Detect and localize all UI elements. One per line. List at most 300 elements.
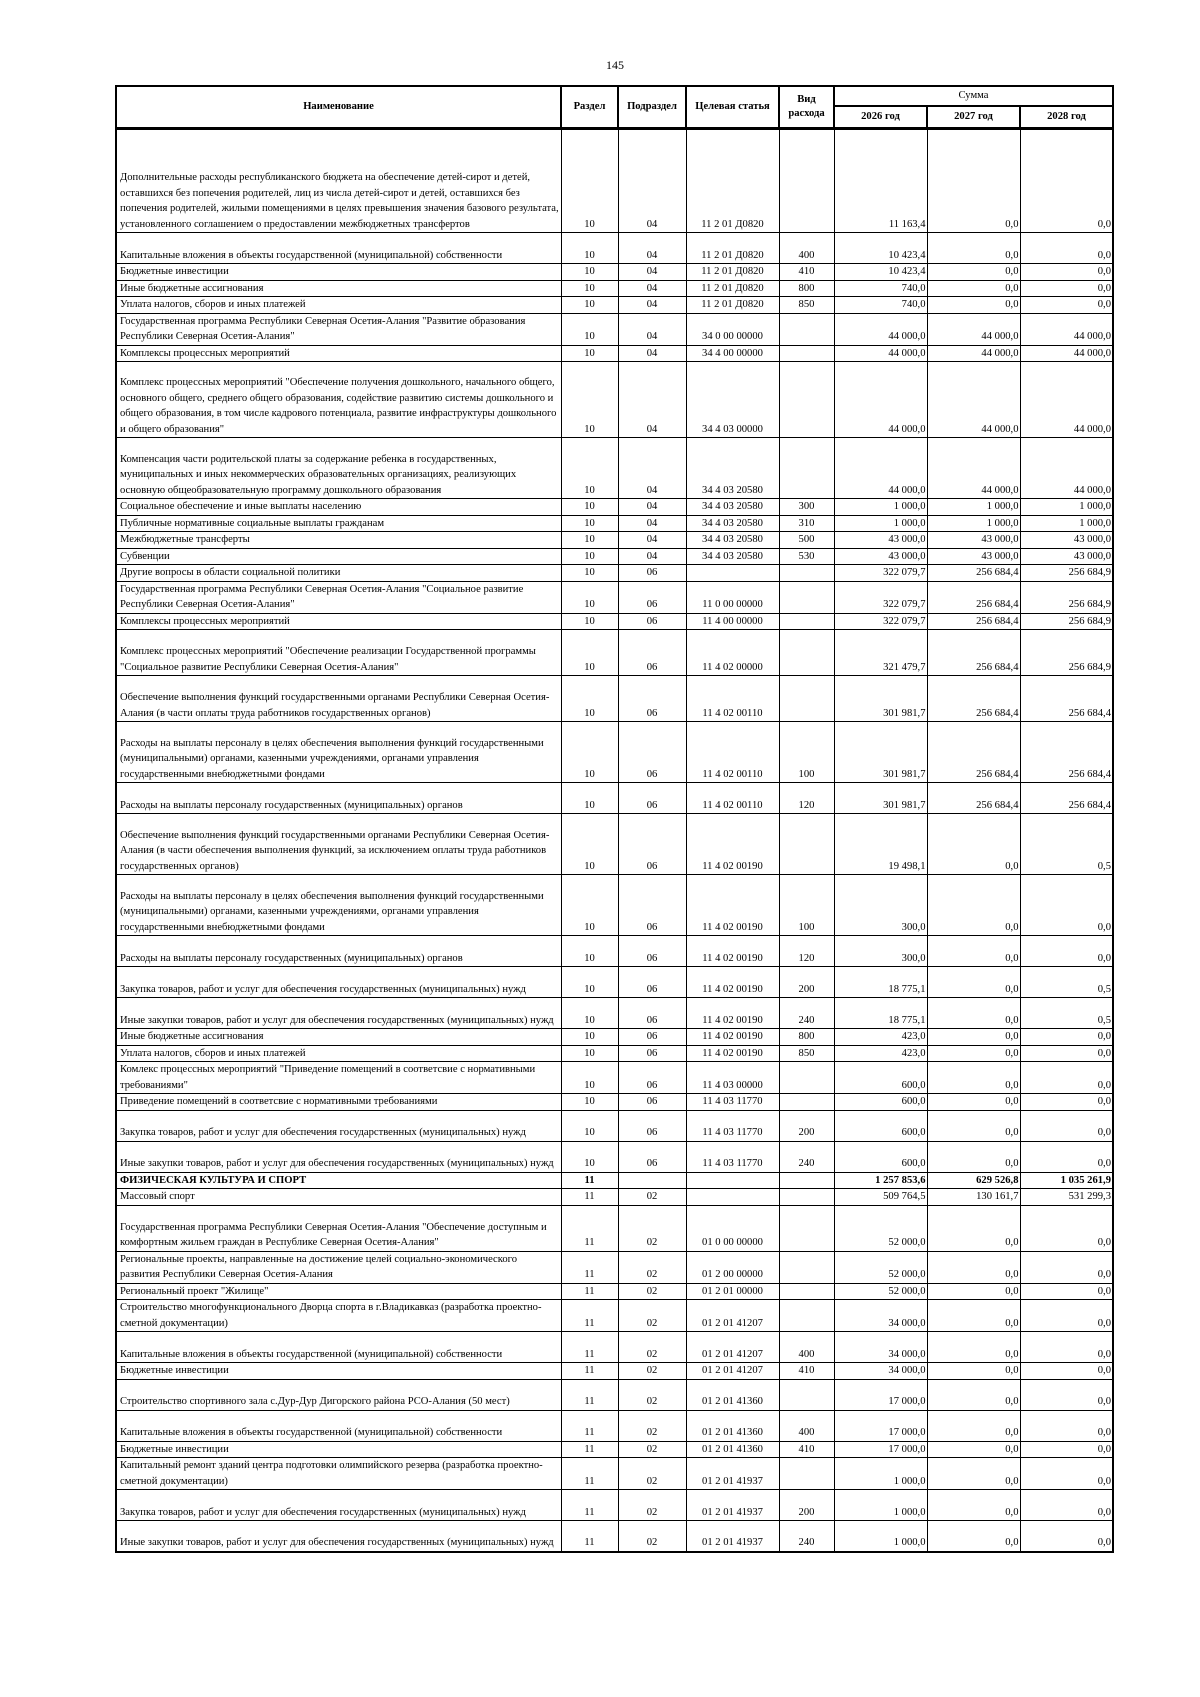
row-section: 11: [561, 1441, 618, 1458]
row-sum-2027: 256 684,4: [927, 630, 1020, 676]
row-sum-2028: 0,0: [1020, 129, 1113, 233]
header-target-article: Целевая статья: [686, 86, 779, 129]
row-expense-type: 400: [779, 1332, 834, 1363]
row-sum-2028: 0,0: [1020, 1283, 1113, 1300]
row-section: 10: [561, 565, 618, 582]
row-name: Уплата налогов, сборов и иных платежей: [116, 297, 561, 314]
row-section: 11: [561, 1363, 618, 1380]
row-expense-type: [779, 438, 834, 499]
row-expense-type: 200: [779, 1490, 834, 1521]
row-name: Субвенции: [116, 548, 561, 565]
row-sum-2026: 34 000,0: [834, 1363, 927, 1380]
row-subsection: 02: [618, 1379, 686, 1410]
row-sum-2028: 44 000,0: [1020, 313, 1113, 345]
row-sum-2026: 34 000,0: [834, 1332, 927, 1363]
table-row: [116, 1189, 1113, 1206]
row-expense-type: [779, 345, 834, 362]
row-sum-2026: 44 000,0: [834, 345, 927, 362]
table-row: [116, 1490, 1113, 1521]
row-name: Бюджетные инвестиции: [116, 1363, 561, 1380]
table-row: [116, 264, 1113, 281]
row-sum-2026: 44 000,0: [834, 438, 927, 499]
row-expense-type: [779, 581, 834, 613]
row-name: Обеспечение выполнения функций государственными органами Республики Северная Осетия-Алания (в части оплаты труда работников государственных органов): [116, 676, 561, 722]
row-subsection: 02: [618, 1205, 686, 1251]
header-year-2028: 2028 год: [1020, 106, 1113, 129]
row-section: 11: [561, 1521, 618, 1552]
row-sum-2027: 44 000,0: [927, 345, 1020, 362]
row-expense-type: [779, 1300, 834, 1332]
row-name: Государственная программа Республики Северная Осетия-Алания "Развитие образования Республики Северная Осетия-Алания": [116, 313, 561, 345]
header-row: [116, 86, 1113, 106]
row-sum-2028: 0,0: [1020, 1094, 1113, 1111]
row-sum-2026: 1 000,0: [834, 515, 927, 532]
table-row: [116, 499, 1113, 516]
row-expense-type: [779, 1062, 834, 1094]
row-expense-type: 800: [779, 280, 834, 297]
row-target-article: 11 4 03 11770: [686, 1141, 779, 1172]
row-sum-2028: 531 299,3: [1020, 1189, 1113, 1206]
row-section: 11: [561, 1251, 618, 1283]
row-section: 10: [561, 814, 618, 875]
row-subsection: 06: [618, 565, 686, 582]
row-name: Комплексы процессных мероприятий: [116, 613, 561, 630]
row-expense-type: [779, 129, 834, 233]
row-expense-type: 120: [779, 936, 834, 967]
row-sum-2028: 44 000,0: [1020, 345, 1113, 362]
row-name: Региональный проект "Жилище": [116, 1283, 561, 1300]
row-sum-2026: 1 000,0: [834, 1521, 927, 1552]
row-subsection: 06: [618, 613, 686, 630]
row-expense-type: [779, 1172, 834, 1189]
table-row: [116, 438, 1113, 499]
row-sum-2026: 322 079,7: [834, 613, 927, 630]
row-sum-2028: 44 000,0: [1020, 438, 1113, 499]
row-target-article: 34 4 03 00000: [686, 362, 779, 438]
row-sum-2027: 43 000,0: [927, 548, 1020, 565]
row-section: 10: [561, 438, 618, 499]
row-expense-type: 800: [779, 1029, 834, 1046]
row-section: 11: [561, 1410, 618, 1441]
row-target-article: 01 2 01 00000: [686, 1283, 779, 1300]
row-sum-2027: 0,0: [927, 233, 1020, 264]
row-target-article: 34 4 03 20580: [686, 499, 779, 516]
row-target-article: 01 2 01 41360: [686, 1379, 779, 1410]
row-subsection: 04: [618, 532, 686, 549]
table-row: [116, 581, 1113, 613]
table-row: [116, 1332, 1113, 1363]
row-name: Расходы на выплаты персоналу государственных (муниципальных) органов: [116, 783, 561, 814]
row-name: Массовый спорт: [116, 1189, 561, 1206]
header-year-2027: 2027 год: [927, 106, 1020, 129]
row-subsection: 06: [618, 936, 686, 967]
row-sum-2026: 43 000,0: [834, 548, 927, 565]
row-sum-2028: 0,0: [1020, 875, 1113, 936]
row-sum-2028: 1 035 261,9: [1020, 1172, 1113, 1189]
row-subsection: 02: [618, 1458, 686, 1490]
row-sum-2027: 256 684,4: [927, 722, 1020, 783]
row-sum-2027: 1 000,0: [927, 499, 1020, 516]
row-section: 10: [561, 1062, 618, 1094]
table-row: [116, 1379, 1113, 1410]
row-section: 10: [561, 280, 618, 297]
row-target-article: 11 2 01 Д0820: [686, 233, 779, 264]
row-subsection: 06: [618, 1110, 686, 1141]
row-sum-2026: 322 079,7: [834, 565, 927, 582]
row-name: Строительство многофункционального Дворца спорта в г.Владикавказ (разработка проектно-сметной документации): [116, 1300, 561, 1332]
row-target-article: 11 4 03 11770: [686, 1094, 779, 1111]
row-name: Закупка товаров, работ и услуг для обеспечения государственных (муниципальных) нужд: [116, 1490, 561, 1521]
table-body: [116, 129, 1113, 1552]
row-sum-2027: 130 161,7: [927, 1189, 1020, 1206]
row-sum-2026: 600,0: [834, 1110, 927, 1141]
row-target-article: 11 4 02 00190: [686, 875, 779, 936]
row-name: Закупка товаров, работ и услуг для обеспечения государственных (муниципальных) нужд: [116, 1110, 561, 1141]
page-number: 145: [606, 58, 624, 72]
row-sum-2026: 52 000,0: [834, 1251, 927, 1283]
row-section: 11: [561, 1332, 618, 1363]
table-row: [116, 313, 1113, 345]
row-sum-2027: 0,0: [927, 1300, 1020, 1332]
row-sum-2028: 0,5: [1020, 967, 1113, 998]
row-subsection: 06: [618, 1141, 686, 1172]
table-row: [116, 1458, 1113, 1490]
row-sum-2026: 322 079,7: [834, 581, 927, 613]
row-section: 10: [561, 313, 618, 345]
row-target-article: 11 4 02 00190: [686, 1029, 779, 1046]
row-sum-2028: 0,5: [1020, 998, 1113, 1029]
row-name: Межбюджетные трансферты: [116, 532, 561, 549]
table-row: [116, 1410, 1113, 1441]
row-subsection: 04: [618, 548, 686, 565]
row-sum-2028: 43 000,0: [1020, 548, 1113, 565]
row-subsection: 02: [618, 1332, 686, 1363]
row-sum-2027: 0,0: [927, 936, 1020, 967]
row-sum-2026: 44 000,0: [834, 313, 927, 345]
row-expense-type: 240: [779, 1141, 834, 1172]
table-row: [116, 613, 1113, 630]
row-sum-2027: 256 684,4: [927, 581, 1020, 613]
row-name: Комплекс процессных мероприятий "Обеспечение реализации Государственной программы "Социальное развитие Республики Северная Осетия-Алания": [116, 630, 561, 676]
row-sum-2026: 10 423,4: [834, 264, 927, 281]
row-sum-2028: 0,0: [1020, 233, 1113, 264]
row-expense-type: [779, 1379, 834, 1410]
row-expense-type: [779, 565, 834, 582]
row-section: 10: [561, 1029, 618, 1046]
row-section: 10: [561, 1094, 618, 1111]
table-row: [116, 280, 1113, 297]
row-expense-type: 240: [779, 998, 834, 1029]
row-sum-2027: 0,0: [927, 1521, 1020, 1552]
row-sum-2028: 0,0: [1020, 1410, 1113, 1441]
row-sum-2027: 629 526,8: [927, 1172, 1020, 1189]
row-sum-2027: 0,0: [927, 280, 1020, 297]
row-expense-type: 240: [779, 1521, 834, 1552]
row-sum-2027: 44 000,0: [927, 362, 1020, 438]
row-subsection: 04: [618, 264, 686, 281]
row-sum-2028: 256 684,4: [1020, 783, 1113, 814]
row-name: Бюджетные инвестиции: [116, 1441, 561, 1458]
row-target-article: 11 4 02 00000: [686, 630, 779, 676]
row-sum-2028: 0,0: [1020, 280, 1113, 297]
row-sum-2027: 0,0: [927, 1205, 1020, 1251]
row-sum-2028: 256 684,9: [1020, 565, 1113, 582]
row-subsection: 04: [618, 129, 686, 233]
row-target-article: 11 2 01 Д0820: [686, 297, 779, 314]
row-sum-2027: 44 000,0: [927, 438, 1020, 499]
table-row: [116, 1205, 1113, 1251]
row-subsection: 06: [618, 875, 686, 936]
table-row: [116, 1441, 1113, 1458]
budget-table: [115, 85, 1114, 1553]
row-name: Капитальные вложения в объекты государственной (муниципальной) собственности: [116, 233, 561, 264]
table-row: [116, 814, 1113, 875]
row-sum-2026: 1 000,0: [834, 1458, 927, 1490]
row-name: Публичные нормативные социальные выплаты гражданам: [116, 515, 561, 532]
row-sum-2027: 0,0: [927, 1332, 1020, 1363]
row-subsection: 04: [618, 345, 686, 362]
row-sum-2028: 0,0: [1020, 1490, 1113, 1521]
row-expense-type: 530: [779, 548, 834, 565]
row-section: 10: [561, 783, 618, 814]
row-subsection: 06: [618, 1045, 686, 1062]
row-sum-2028: 43 000,0: [1020, 532, 1113, 549]
table-row: [116, 630, 1113, 676]
row-subsection: 04: [618, 280, 686, 297]
row-subsection: 02: [618, 1283, 686, 1300]
row-sum-2028: 0,0: [1020, 1110, 1113, 1141]
row-name: Уплата налогов, сборов и иных платежей: [116, 1045, 561, 1062]
row-expense-type: 200: [779, 967, 834, 998]
row-sum-2026: 17 000,0: [834, 1410, 927, 1441]
row-name: Иные закупки товаров, работ и услуг для обеспечения государственных (муниципальных) нужд: [116, 998, 561, 1029]
table-row: [116, 1062, 1113, 1094]
row-target-article: 01 2 01 41937: [686, 1490, 779, 1521]
row-target-article: 01 2 01 41207: [686, 1332, 779, 1363]
row-sum-2028: 0,0: [1020, 1379, 1113, 1410]
row-target-article: 11 4 02 00110: [686, 676, 779, 722]
row-sum-2026: 19 498,1: [834, 814, 927, 875]
row-subsection: 02: [618, 1521, 686, 1552]
row-section: 10: [561, 630, 618, 676]
row-sum-2027: 0,0: [927, 998, 1020, 1029]
table-row: [116, 998, 1113, 1029]
row-target-article: 34 4 00 00000: [686, 345, 779, 362]
row-sum-2028: 256 684,4: [1020, 722, 1113, 783]
row-target-article: 34 0 00 00000: [686, 313, 779, 345]
row-target-article: [686, 1189, 779, 1206]
row-subsection: 06: [618, 1062, 686, 1094]
row-section: 11: [561, 1283, 618, 1300]
row-sum-2026: 300,0: [834, 875, 927, 936]
row-target-article: 11 2 01 Д0820: [686, 280, 779, 297]
row-sum-2027: 0,0: [927, 129, 1020, 233]
row-target-article: 11 2 01 Д0820: [686, 129, 779, 233]
row-section: 11: [561, 1379, 618, 1410]
row-section: 10: [561, 875, 618, 936]
row-subsection: 06: [618, 581, 686, 613]
row-sum-2028: 0,0: [1020, 1141, 1113, 1172]
row-subsection: 04: [618, 297, 686, 314]
row-name: Дополнительные расходы республиканского бюджета на обеспечение детей-сирот и детей, оставшихся без попечения родителей, лиц из числа детей-сирот и детей, оставшихся без попечения родителей, жилыми помещениями в целях превышения значения базового результата, установленного соглашением о предоставлении межбюджетных трансфертов: [116, 129, 561, 233]
row-expense-type: 850: [779, 297, 834, 314]
row-name: Другие вопросы в области социальной политики: [116, 565, 561, 582]
table-row: [116, 1521, 1113, 1552]
row-target-article: [686, 565, 779, 582]
row-sum-2028: 256 684,9: [1020, 613, 1113, 630]
row-name: Расходы на выплаты персоналу государственных (муниципальных) органов: [116, 936, 561, 967]
row-section: 10: [561, 345, 618, 362]
row-subsection: 02: [618, 1410, 686, 1441]
row-name: Капитальный ремонт зданий центра подготовки олимпийского резерва (разработка проектно-сметной документации): [116, 1458, 561, 1490]
table-row: [116, 532, 1113, 549]
row-sum-2027: 0,0: [927, 967, 1020, 998]
row-target-article: 34 4 03 20580: [686, 515, 779, 532]
row-sum-2026: 509 764,5: [834, 1189, 927, 1206]
table-row: [116, 1029, 1113, 1046]
row-subsection: 04: [618, 362, 686, 438]
row-subsection: 04: [618, 233, 686, 264]
row-subsection: 06: [618, 783, 686, 814]
row-name: Комплекс процессных мероприятий "Обеспечение получения дошкольного, начального общего, основного общего, среднего общего образования, содействие развитию системы дошкольного и общего образования, в том числе кадрового потенциала, развитие инфраструктуры дошкольного и общего образования": [116, 362, 561, 438]
row-section: 10: [561, 1045, 618, 1062]
row-sum-2027: 1 000,0: [927, 515, 1020, 532]
row-sum-2027: 0,0: [927, 1410, 1020, 1441]
row-expense-type: 410: [779, 264, 834, 281]
row-subsection: 06: [618, 722, 686, 783]
row-name: Региональные проекты, направленные на достижение целей социально-экономического развития Республики Северная Осетия-Алания: [116, 1251, 561, 1283]
row-section: 10: [561, 362, 618, 438]
row-sum-2027: 0,0: [927, 1094, 1020, 1111]
row-expense-type: [779, 1251, 834, 1283]
row-target-article: 01 2 01 41207: [686, 1363, 779, 1380]
row-sum-2026: 43 000,0: [834, 532, 927, 549]
table-row: [116, 1141, 1113, 1172]
table-row: [116, 1251, 1113, 1283]
row-sum-2028: 1 000,0: [1020, 499, 1113, 516]
row-sum-2026: 17 000,0: [834, 1379, 927, 1410]
row-sum-2026: 52 000,0: [834, 1283, 927, 1300]
row-name: Расходы на выплаты персоналу в целях обеспечения выполнения функций государственными (муниципальными) органами, казенными учреждениями, органами управления государственными внебюджетными фондами: [116, 875, 561, 936]
row-name: Закупка товаров, работ и услуг для обеспечения государственных (муниципальных) нужд: [116, 967, 561, 998]
table-row: [116, 875, 1113, 936]
row-section: 10: [561, 722, 618, 783]
row-name: Социальное обеспечение и иные выплаты населению: [116, 499, 561, 516]
row-section: 10: [561, 967, 618, 998]
row-sum-2028: 0,0: [1020, 1029, 1113, 1046]
row-expense-type: [779, 1458, 834, 1490]
header-sum: Сумма: [834, 86, 1113, 106]
row-subsection: 04: [618, 438, 686, 499]
row-name: Комлекс процессных мероприятий "Приведение помещений в соответсвие с нормативными требованиями": [116, 1062, 561, 1094]
row-sum-2027: 0,0: [927, 1283, 1020, 1300]
row-target-article: 11 4 02 00190: [686, 936, 779, 967]
row-target-article: 01 0 00 00000: [686, 1205, 779, 1251]
row-expense-type: 100: [779, 722, 834, 783]
row-subsection: [618, 1172, 686, 1189]
row-section: 10: [561, 1141, 618, 1172]
row-sum-2028: 0,0: [1020, 297, 1113, 314]
row-target-article: 34 4 03 20580: [686, 532, 779, 549]
row-sum-2026: 740,0: [834, 297, 927, 314]
row-sum-2028: 256 684,9: [1020, 630, 1113, 676]
row-expense-type: [779, 613, 834, 630]
row-section: 10: [561, 499, 618, 516]
row-sum-2026: 34 000,0: [834, 1300, 927, 1332]
row-sum-2028: 0,0: [1020, 1300, 1113, 1332]
row-name: Расходы на выплаты персоналу в целях обеспечения выполнения функций государственными (муниципальными) органами, казенными учреждениями, органами управления государственными внебюджетными фондами: [116, 722, 561, 783]
row-sum-2026: 52 000,0: [834, 1205, 927, 1251]
row-sum-2027: 0,0: [927, 1141, 1020, 1172]
table-row: [116, 1094, 1113, 1111]
row-name: Иные бюджетные ассигнования: [116, 280, 561, 297]
row-target-article: 01 2 01 41360: [686, 1441, 779, 1458]
row-sum-2026: 1 000,0: [834, 499, 927, 516]
row-target-article: 11 4 02 00190: [686, 814, 779, 875]
row-expense-type: 410: [779, 1363, 834, 1380]
row-expense-type: 850: [779, 1045, 834, 1062]
row-target-article: 01 2 01 41937: [686, 1458, 779, 1490]
header-expense-type: Вид расхода: [779, 86, 834, 129]
table-row: [116, 783, 1113, 814]
row-subsection: 06: [618, 967, 686, 998]
row-sum-2028: 0,0: [1020, 1251, 1113, 1283]
row-section: 10: [561, 998, 618, 1029]
row-sum-2027: 0,0: [927, 1441, 1020, 1458]
row-expense-type: 200: [779, 1110, 834, 1141]
row-sum-2026: 301 981,7: [834, 783, 927, 814]
row-target-article: 11 4 00 00000: [686, 613, 779, 630]
row-sum-2027: 0,0: [927, 264, 1020, 281]
table-row: [116, 1045, 1113, 1062]
table-row: [116, 129, 1113, 233]
row-section: 10: [561, 581, 618, 613]
header-section: Раздел: [561, 86, 618, 129]
row-sum-2027: 256 684,4: [927, 676, 1020, 722]
row-target-article: 01 2 01 41207: [686, 1300, 779, 1332]
row-sum-2026: 18 775,1: [834, 998, 927, 1029]
row-name: Приведение помещений в соответсвие с нормативными требованиями: [116, 1094, 561, 1111]
row-target-article: 11 4 02 00110: [686, 722, 779, 783]
row-expense-type: [779, 630, 834, 676]
row-target-article: 11 0 00 00000: [686, 581, 779, 613]
row-sum-2027: 0,0: [927, 1363, 1020, 1380]
row-sum-2026: 423,0: [834, 1045, 927, 1062]
table-row: [116, 1172, 1113, 1189]
row-sum-2028: 0,0: [1020, 1205, 1113, 1251]
row-section: 11: [561, 1300, 618, 1332]
row-sum-2028: 0,0: [1020, 936, 1113, 967]
row-section: 10: [561, 1110, 618, 1141]
row-expense-type: [779, 814, 834, 875]
row-name: Бюджетные инвестиции: [116, 264, 561, 281]
row-section: 10: [561, 532, 618, 549]
row-sum-2028: 256 684,4: [1020, 676, 1113, 722]
table-row: [116, 233, 1113, 264]
table-row: [116, 1110, 1113, 1141]
row-expense-type: 400: [779, 233, 834, 264]
row-sum-2026: 1 000,0: [834, 1490, 927, 1521]
row-sum-2026: 300,0: [834, 936, 927, 967]
row-subsection: 06: [618, 676, 686, 722]
row-sum-2027: 0,0: [927, 875, 1020, 936]
header-subsection: Подраздел: [618, 86, 686, 129]
header-name: Наименование: [116, 86, 561, 129]
row-target-article: 11 4 02 00190: [686, 967, 779, 998]
row-sum-2026: 10 423,4: [834, 233, 927, 264]
table-row: [116, 676, 1113, 722]
row-sum-2026: 600,0: [834, 1141, 927, 1172]
